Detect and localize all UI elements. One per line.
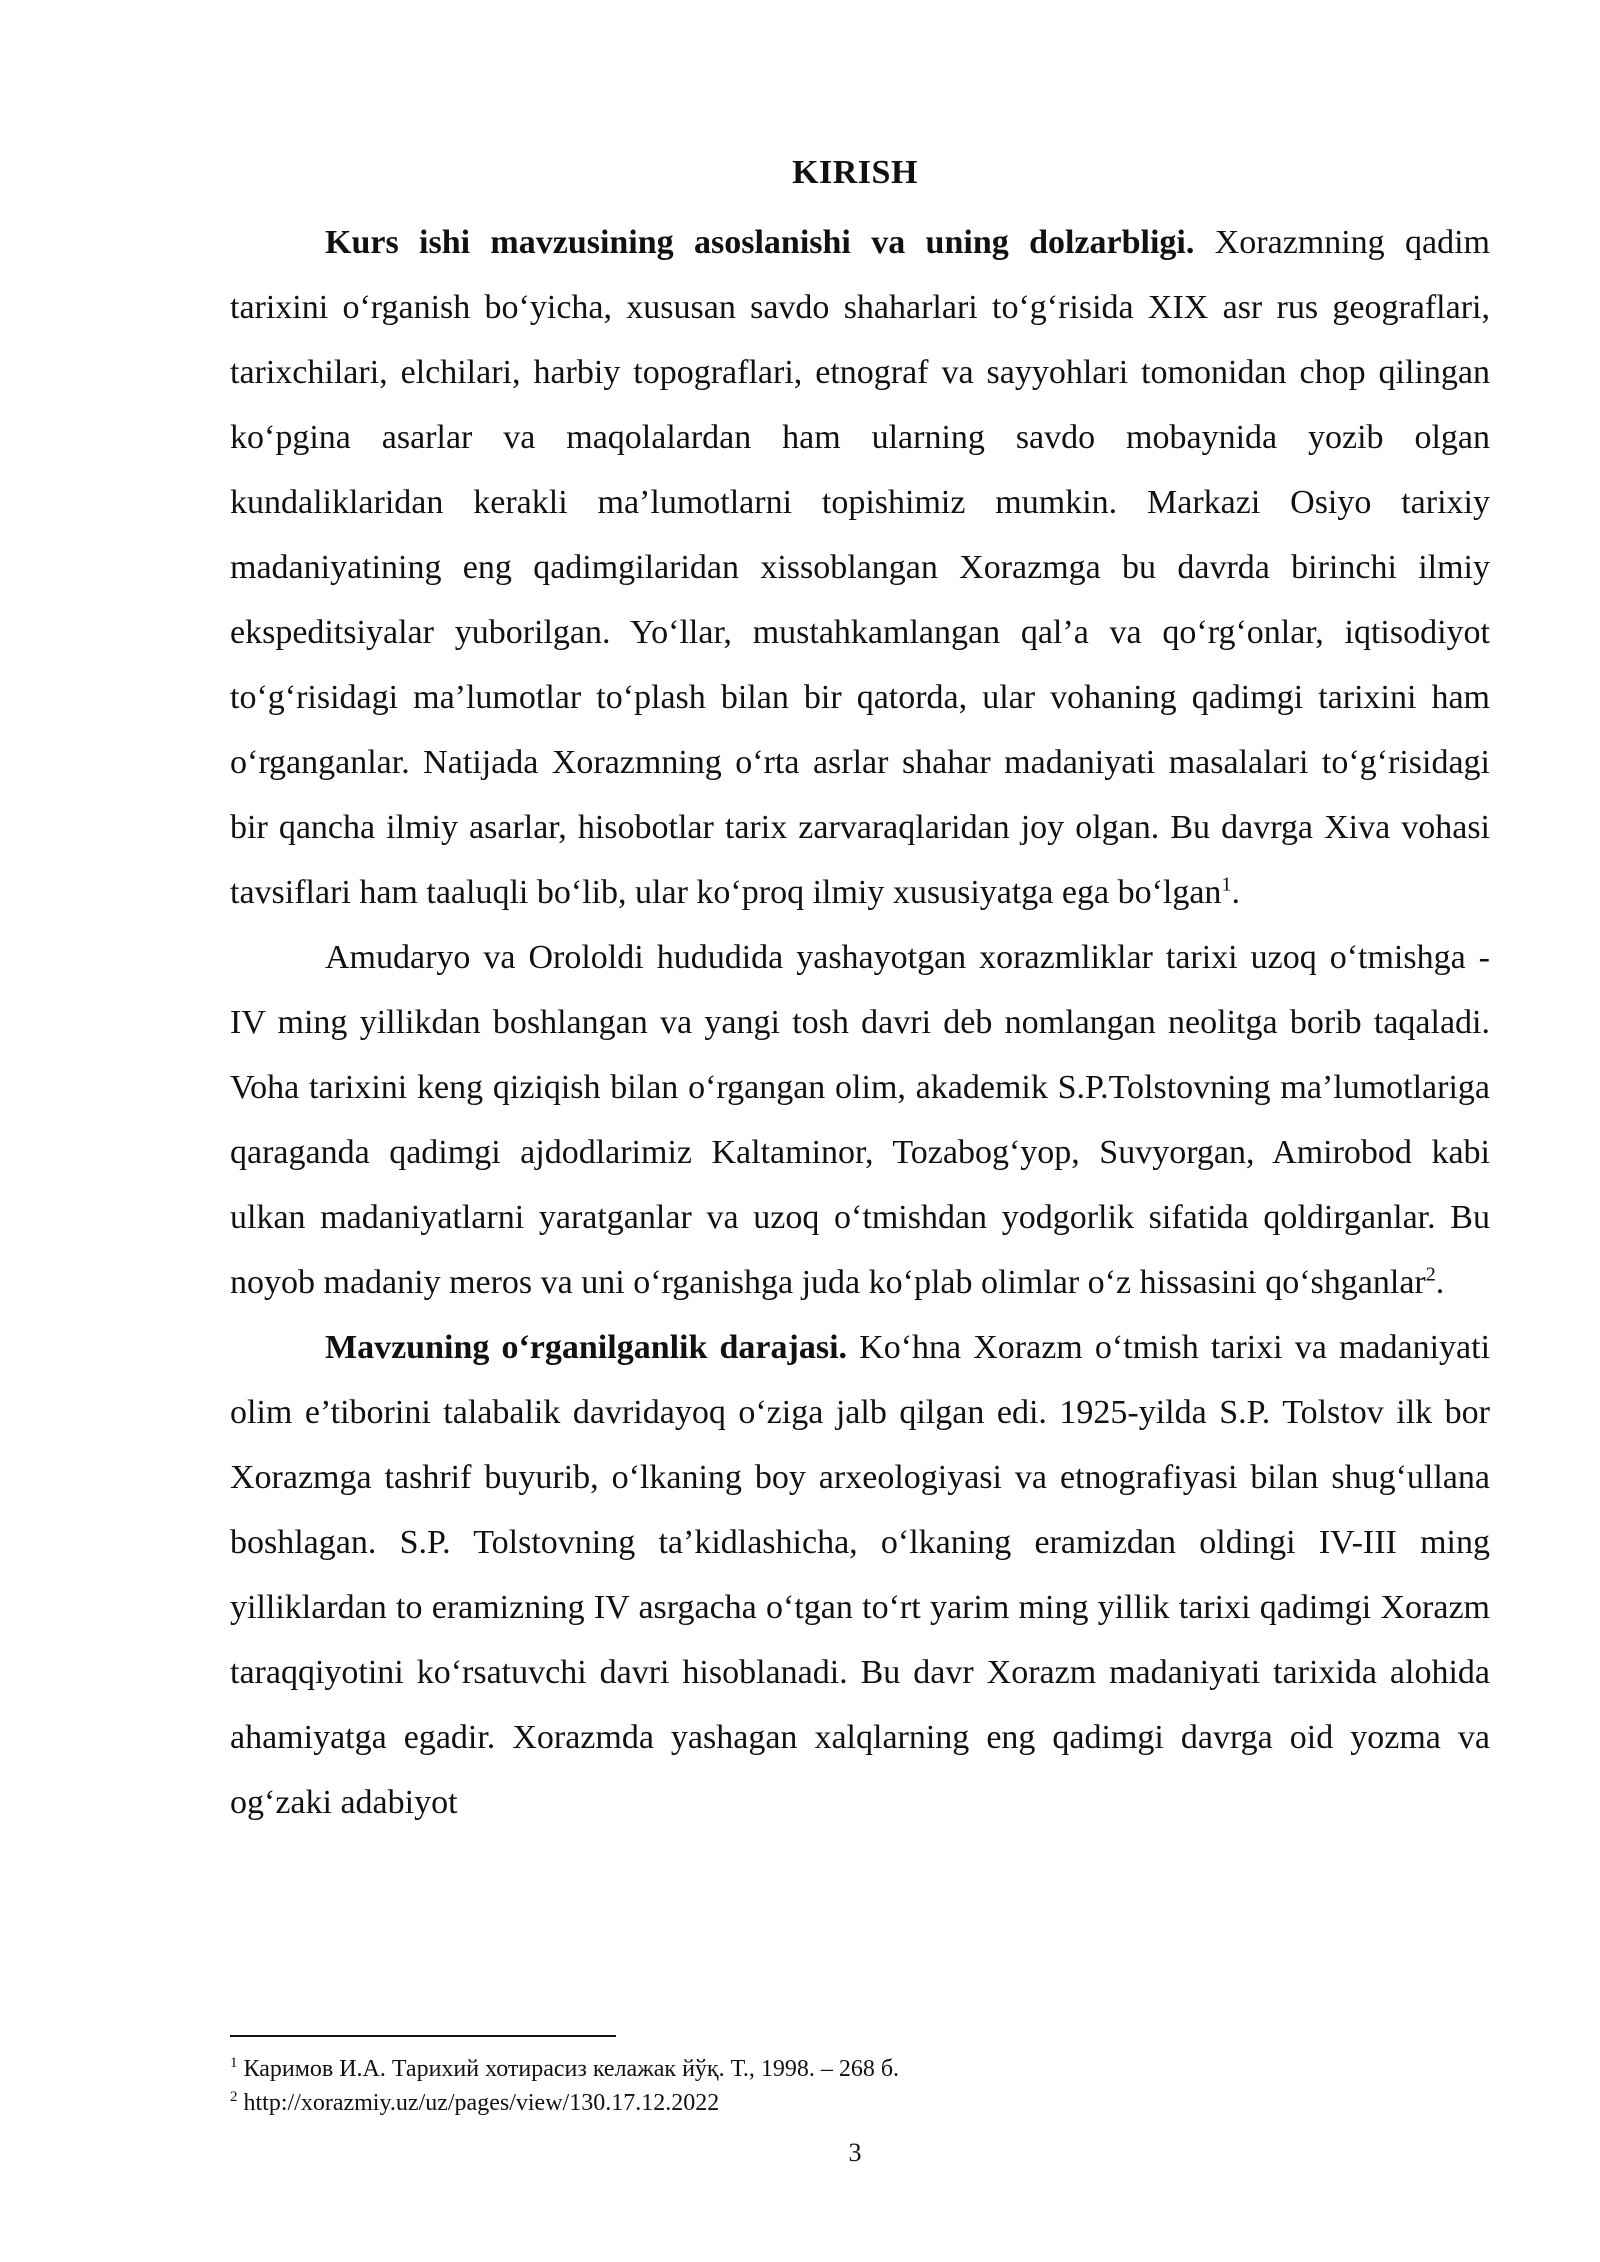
paragraph-study-level [230, 1315, 1490, 1835]
footnote-mark: 2 [230, 2089, 238, 2105]
paragraph-lead-bold: Kurs ishi mavzusining asoslanishi va uning dolzarbligi. [325, 224, 1195, 261]
footnotes [230, 2052, 1490, 2120]
footnote-item [230, 2086, 1490, 2120]
footnote-link[interactable]: http://xorazmiy.uz/uz/pages/view/130.17.12.2022 [237, 2090, 720, 2116]
footnote-reference[interactable]: 2 [1425, 1263, 1436, 1286]
footnote-reference[interactable]: 1 [1221, 873, 1232, 896]
paragraph-relevance [230, 210, 1490, 925]
paragraph-history [230, 925, 1490, 1315]
body-text [230, 210, 1490, 1835]
footnote-separator [230, 2035, 616, 2037]
paragraph-text: Xorazmning qadim tarixini o‘rganish bo‘yicha, xususan savdo shaharlari to‘g‘risida XIX asr rus geograflari, tarixchilari, elchilari, harbiy topograflari, etnograf va sayyohlari tomonidan chop qilingan ko‘pgina asarlar va maqolalardan ham ularning savdo mobaynida yozib olgan kundaliklaridan kerakli ma’lumotlarni topishimiz mumkin. Markazi Osiyo tarixiy madaniyatining eng qadimgilaridan xissoblangan Xorazmga bu davrda birinchi ilmiy ekspeditsiyalar yuborilgan. Yo‘llar, mustahkamlangan qal’a va qo‘rg‘onlar, iqtisodiyot to‘g‘risidagi ma’lumotlar to‘plash bilan bir qatorda, ular vohaning qadimgi tarixini ham o‘rganganlar. Natijada Xorazmning o‘rta asrlar shahar madaniyati masalalari to‘g‘risidagi bir qancha ilmiy asarlar, hisobotlar tarix zarvaraqlaridan joy olgan. Bu davrga Xiva vohasi tavsiflari ham taaluqli bo‘lib, ular ko‘proq ilmiy xususiyatga ega bo‘lgan [230, 224, 1490, 911]
footnote-mark: 1 [230, 2055, 238, 2071]
paragraph-text: Ko‘hna Xorazm o‘tmish tarixi va madaniyati olim e’tiborini talabalik davridayoq o‘ziga jalb qilgan edi. 1925-yilda S.P. Tolstov ilk bor Xorazmga tashrif buyurib, o‘lkaning boy arxeologiyasi va etnografiyasi bilan shug‘ullana boshlagan. S.P. Tolstovning ta’kidlashicha, o‘lkaning eramizdan oldingi IV-III ming yilliklardan to eramizning IV asrgacha o‘tgan to‘rt yarim ming yillik tarixi qadimgi Xorazm taraqqiyotini ko‘rsatuvchi davri hisoblanadi. Bu davr Xorazm madaniyati tarixida alohida ahamiyatga egadir. Xorazmda yashagan xalqlarning eng qadimgi davrga oid yozma va og‘zaki adabiyot [230, 1329, 1491, 1821]
section-heading: KIRISH [792, 154, 918, 191]
footnote-text: Каримов И.А. Тарихий хотирасиз келажак йўқ. Т., 1998. – 268 б. [237, 2056, 900, 2082]
footnote-item [230, 2052, 1490, 2086]
page-number: 3 [848, 2138, 862, 2167]
paragraph-lead-bold: Mavzuning o‘rganilganlik darajasi. [325, 1329, 848, 1366]
paragraph-text: Amudaryo va Orololdi hududida yashayotgan xorazmliklar tarixi uzoq o‘tmishga - IV ming yillikdan boshlangan va yangi tosh davri deb nomlangan neolitga borib taqaladi. Voha tarixini keng qiziqish bilan o‘rgangan olim, akademik S.P.Tolstovning ma’lumotlariga qaraganda qadimgi ajdodlarimiz Kaltaminor, Tozabog‘yop, Suvyorgan, Amirobod kabi ulkan madaniyatlarni yaratganlar va uzoq o‘tmishdan yodgorlik sifatida qoldirganlar. Bu noyob madaniy meros va uni o‘rganishga juda ko‘plab olimlar o‘z hissasini qo‘shganlar [230, 939, 1490, 1301]
paragraph-tail: . [1435, 1264, 1445, 1301]
paragraph-tail: . [1231, 874, 1240, 911]
